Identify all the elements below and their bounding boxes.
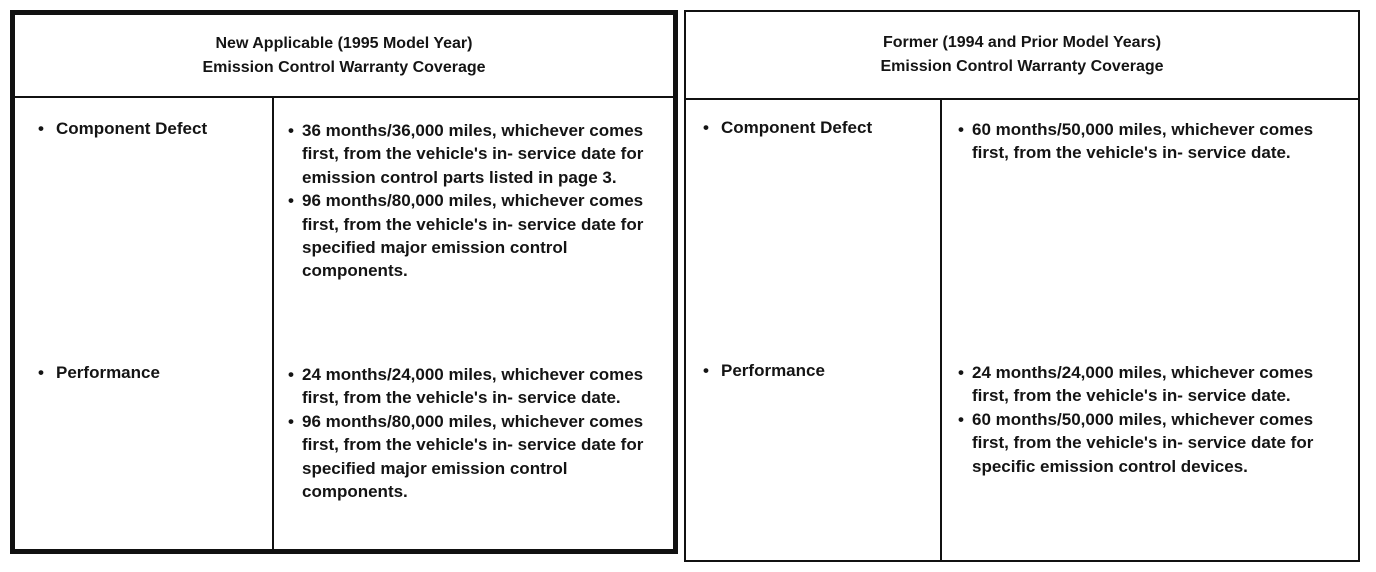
category-label: • Performance [703,361,825,380]
category-label: • Component Defect [38,119,208,138]
coverage-item: • 96 months/80,000 miles, whichever comes first, from the vehicle's in- service date for specified major emission control components. [288,411,644,502]
coverage-item: • 60 months/50,000 miles, whichever comes first, from the vehicle's in- service date for specific emission control devices. [958,409,1314,476]
category-label: • Performance [38,363,160,382]
former-coverage-header [686,12,1358,100]
column-divider [940,100,942,560]
coverage-list [288,119,660,283]
category-label: • Component Defect [703,118,873,137]
new-coverage-header [15,15,673,98]
header-line-1: Former (1994 and Prior Model Years) [882,34,1162,51]
new-coverage-panel [10,10,678,554]
coverage-item: • 96 months/80,000 miles, whichever comes first, from the vehicle's in- service date for specified major emission control components. [288,191,644,281]
coverage-item: • 36 months/36,000 miles, whichever comes first, from the vehicle's in- service date for emission control parts listed in page 3. [288,121,644,187]
coverage-item: • 24 months/24,000 miles, whichever comes first, from the vehicle's in- service date. [288,365,644,408]
coverage-list [288,363,660,503]
coverage-item: • 60 months/50,000 miles, whichever comes first, from the vehicle's in- service date. [958,120,1314,163]
header-line-1: New Applicable (1995 Model Year) [215,34,473,52]
header-line-2: Emission Control Warranty Coverage [880,58,1164,75]
column-divider [272,98,274,549]
coverage-list [958,361,1330,478]
former-coverage-panel [684,10,1360,562]
coverage-item: • 24 months/24,000 miles, whichever comes first, from the vehicle's in- service date. [958,363,1314,406]
header-line-2: Emission Control Warranty Coverage [202,58,486,76]
coverage-list [958,118,1330,165]
